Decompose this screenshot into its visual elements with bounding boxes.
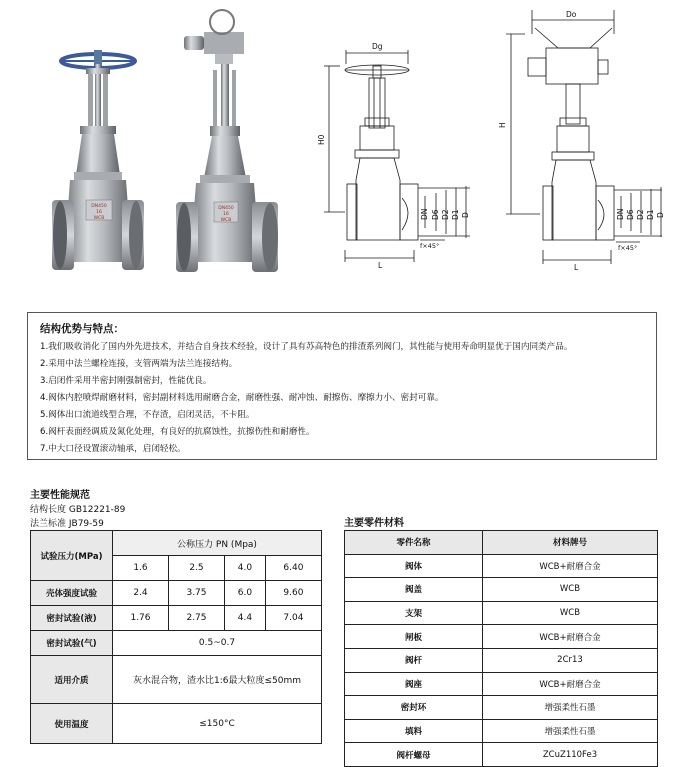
- part-material: WCB+耐磨合金: [483, 625, 658, 649]
- shell-test-value: 9.60: [265, 581, 321, 606]
- electric-valve-photo: [176, 10, 278, 272]
- feature-item: 7.中大口径设置滚动轴承，启闭轻松。: [40, 444, 186, 454]
- part-name: 阀杆螺母: [345, 743, 483, 767]
- part-name: 填料: [345, 719, 483, 743]
- label-d-2: D: [656, 212, 665, 218]
- part-material: 增强柔性石墨: [483, 719, 658, 743]
- temp-value: ≤150°C: [113, 704, 322, 744]
- drawing2-labels: [498, 10, 665, 272]
- handwheel-valve-photo: [52, 50, 144, 270]
- table-row: [345, 719, 658, 743]
- table-row: [345, 578, 658, 602]
- label-dg: Dg: [372, 42, 383, 51]
- features-box: [27, 312, 657, 460]
- label-d1-1: D1: [451, 209, 460, 220]
- part-name: 密封环: [345, 696, 483, 720]
- valve2-plate-line2: 16: [223, 212, 229, 217]
- label-d2-2: D2: [636, 209, 645, 220]
- temp-label: 使用温度: [31, 704, 113, 744]
- table-row: [345, 601, 658, 625]
- table-row: [345, 625, 658, 649]
- medium-value: 灰水混合物，渣水比1:6最大粒度≤50mm: [113, 656, 322, 704]
- label-l2: L: [574, 263, 579, 272]
- part-name: 阀座: [345, 672, 483, 696]
- valve1-plate-line1: DN450: [91, 204, 107, 209]
- label-d1-2: D1: [646, 209, 655, 220]
- label-do: Do: [566, 10, 577, 19]
- seal-gas-value: 0.5~0.7: [113, 631, 322, 656]
- shell-test-value: 6.0: [225, 581, 266, 606]
- seal-liquid-label: 密封试验(液): [31, 606, 113, 631]
- feature-item: 3.启闭件采用半密封刚强制密封，性能优良。: [40, 376, 212, 386]
- materials-title: 主要零件材料: [344, 518, 404, 529]
- label-h: H: [498, 122, 507, 128]
- label-chamfer1: f×45°: [420, 242, 440, 250]
- shell-test-value: 2.4: [113, 581, 169, 606]
- valve2-plate-line3: WCB: [220, 218, 232, 223]
- materials-header-grade: 材料牌号: [483, 531, 658, 555]
- table-row: [345, 696, 658, 720]
- seal-liquid-value: 7.04: [265, 606, 321, 631]
- pn-value: 2.5: [169, 556, 225, 581]
- materials-header-part: 零件名称: [345, 531, 483, 555]
- label-d6-2: D6: [626, 209, 635, 220]
- electric-valve-drawing: [506, 10, 662, 264]
- valve2-plate-line1: DN450: [218, 206, 234, 211]
- pn-value: 4.0: [225, 556, 266, 581]
- feature-item: 5.阀体出口流道线型合理，不存渣，启闭灵活，不卡阻。: [40, 410, 255, 420]
- feature-item: 1.我们吸收消化了国内外先进技术，并结合自身技术经验，设计了具有苏高特色的排渣系列阀门，其性能与使用寿命明显优于国内同类产品。: [40, 342, 573, 352]
- seal-liquid-value: 4.4: [225, 606, 266, 631]
- feature-item: 4.阀体内腔喷焊耐磨材料，密封副材料选用耐磨合金，耐磨性强、耐冲蚀、耐擦伤、摩擦力小、密封可靠。: [40, 393, 444, 403]
- seal-liquid-value: 1.76: [113, 606, 169, 631]
- medium-label: 适用介质: [31, 656, 113, 704]
- valve1-plate-line3: WCB: [93, 216, 105, 221]
- part-name: 阀体: [345, 554, 483, 578]
- shell-test-label: 壳体强度试验: [31, 581, 113, 606]
- shell-test-value: 3.75: [169, 581, 225, 606]
- part-material: ZCuZ110Fe3: [483, 743, 658, 767]
- valve-illustrations: [0, 0, 700, 300]
- seal-gas-label: 密封试验(气): [31, 631, 113, 656]
- part-material: WCB+耐磨合金: [483, 672, 658, 696]
- handwheel-valve-drawing: [324, 50, 470, 262]
- part-material: WCB+耐磨合金: [483, 554, 658, 578]
- table-row: [345, 672, 658, 696]
- performance-table: [30, 530, 322, 744]
- part-name: 闸板: [345, 625, 483, 649]
- feature-item: 6.阀杆表面经调质及氮化处理，有良好的抗腐蚀性，抗擦伤性和耐磨性。: [40, 427, 315, 437]
- label-dn1: DN: [420, 208, 429, 220]
- label-dn2: DN: [616, 208, 625, 220]
- label-d6-1: D6: [431, 209, 440, 220]
- label-chamfer2: f×45°: [618, 244, 638, 252]
- part-material: 增强柔性石墨: [483, 696, 658, 720]
- table-row: [345, 554, 658, 578]
- part-material: WCB: [483, 601, 658, 625]
- label-d2-1: D2: [441, 209, 450, 220]
- materials-table: [344, 530, 658, 767]
- performance-title: 主要性能规范: [30, 490, 90, 501]
- pn-header: 公称压力 PN (Mpa): [113, 531, 322, 556]
- table-row: [345, 648, 658, 672]
- features-title: 结构优势与特点：: [40, 323, 124, 335]
- part-name: 阀杆: [345, 648, 483, 672]
- part-material: WCB: [483, 578, 658, 602]
- structure-length: 结构长度 GB12221-89: [30, 505, 126, 515]
- part-name: 支架: [345, 601, 483, 625]
- label-l1: L: [378, 261, 383, 270]
- valve1-plate-line2: 16: [96, 210, 102, 215]
- flange-standard: 法兰标准 JB79-59: [30, 519, 104, 529]
- seal-liquid-value: 2.75: [169, 606, 225, 631]
- feature-item: 2.采用中法兰螺栓连接，支管两端为法兰连接结构。: [40, 359, 238, 369]
- label-d-1: D: [461, 212, 470, 218]
- table-row: [345, 743, 658, 767]
- pn-value: 1.6: [113, 556, 169, 581]
- part-name: 阀盖: [345, 578, 483, 602]
- pressure-label: 试验压力(MPa): [31, 531, 113, 581]
- pn-value: 6.40: [265, 556, 321, 581]
- label-h0: H0: [317, 134, 326, 145]
- part-material: 2Cr13: [483, 648, 658, 672]
